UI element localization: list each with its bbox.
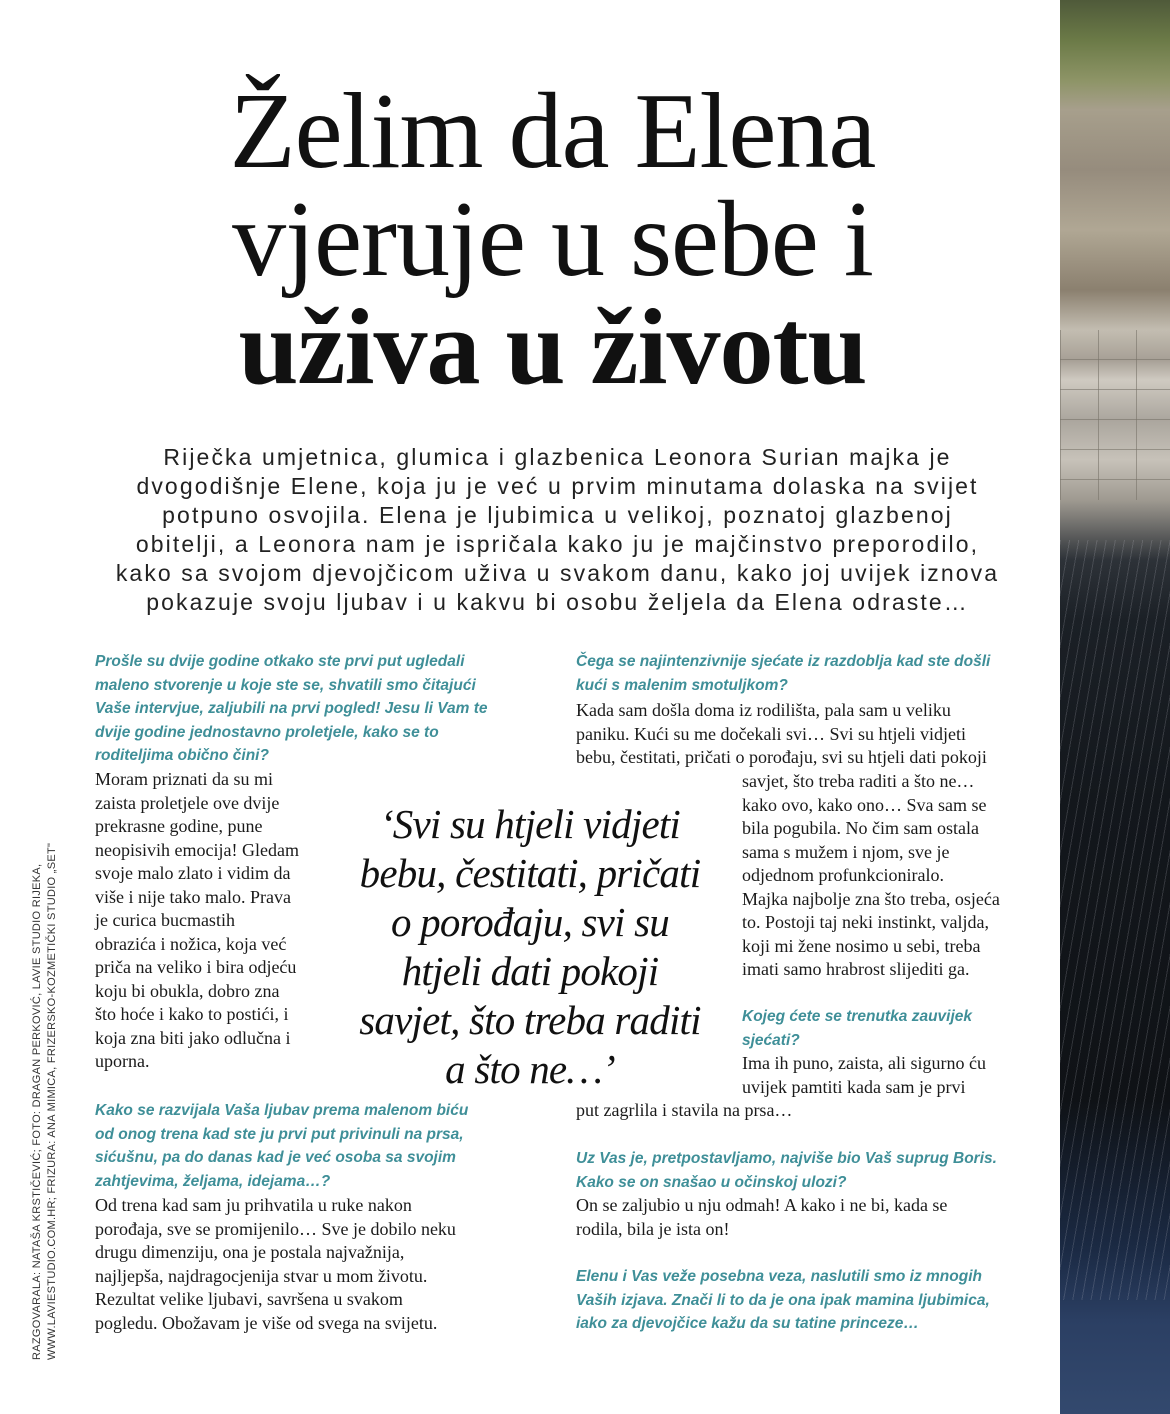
pull-quote-line: a što ne…’	[445, 1046, 615, 1092]
credits-line: WWW.LAVIESTUDIO.COM.HR; FRIZURA: ANA MIMICA, FRIZERSKO-KOZMETIČKI STUDIO „SET"	[46, 842, 58, 1360]
pull-quote-line: savjet, što treba raditi	[359, 997, 701, 1043]
question-line: sićušnu, pa do danas kad je već osoba sa svojim	[95, 1149, 456, 1166]
question-5	[576, 1147, 997, 1194]
answer-line: Od trena kad sam ju prihvatila u ruke nakon	[95, 1195, 412, 1215]
question-3	[576, 650, 990, 697]
answer-3-intro	[576, 699, 987, 770]
headline-line-1: Želim da Elena	[229, 72, 876, 191]
answer-line: priča na veliko i bira odjeću	[95, 957, 297, 977]
striped-shirt	[1060, 540, 1170, 1300]
pull-quote-line: htjeli dati pokoji	[401, 948, 659, 994]
photo-credits	[30, 840, 60, 1360]
answer-line: koju bi obukla, dobro zna	[95, 980, 280, 1001]
question-1	[95, 650, 488, 768]
answer-3-continued	[742, 770, 1000, 982]
answer-line: put zagrlila i stavila na prsa…	[576, 1100, 793, 1120]
question-line: Kojeg ćete se trenutka zauvijek	[742, 1008, 973, 1025]
answer-line: Moram priznati da su mi	[95, 769, 273, 789]
answer-line: bila pogubila. No čim sam ostala	[742, 818, 979, 838]
pull-quote-line: o porođaju, svi su	[391, 899, 669, 945]
question-2	[95, 1099, 468, 1193]
answer-line: svoje malo zlato i vidim da	[95, 863, 291, 883]
answer-2	[95, 1194, 456, 1335]
answer-line: paniku. Kući su me dočekali svi… Svi su htjeli vidjeti	[576, 723, 966, 744]
answer-4-continued	[576, 1099, 792, 1123]
question-line: roditeljima obično čini?	[95, 747, 269, 764]
headline	[0, 72, 1105, 407]
intro-line: Riječka umjetnica, glumica i glazbenica Leonora Surian majka je	[163, 444, 952, 470]
answer-line: odjednom profunkcioniralo.	[742, 865, 944, 885]
answer-line: Kada sam došla doma iz rodilišta, pala sam u veliku	[576, 700, 951, 720]
pull-quote-line: ‘Svi su htjeli vidjeti	[379, 801, 681, 847]
question-line: sjećati?	[742, 1031, 800, 1049]
question-line: kući s malenim smotuljkom?	[576, 676, 788, 694]
intro-line: potpuno osvojila. Elena je ljubimica u velikoj, poznatoj glazbenoj	[162, 502, 953, 528]
answer-line: imati samo hrabrost slijediti ga.	[742, 959, 970, 979]
question-line: Elenu i Vas veže posebna veza, naslutili smo iz mnogih	[576, 1268, 982, 1285]
headline-line-2: vjeruje u sebe i	[232, 180, 873, 299]
question-6	[576, 1265, 990, 1336]
answer-line: Majka najbolje zna što treba, osjeća	[742, 888, 1000, 909]
answer-line: koja zna biti jako odlučna i	[95, 1027, 291, 1048]
answer-line: bebu, čestitati, pričati o porođaju, svi su htjeli dati pokoji	[576, 747, 987, 767]
question-4	[742, 1005, 972, 1052]
question-line: Vaših izjava. Znači li to da je ona ipak mamina ljubimica,	[576, 1291, 990, 1309]
answer-line: najljepša, najdragocjenija stvar u mom životu.	[95, 1265, 428, 1286]
answer-4	[742, 1052, 986, 1099]
question-line: Kako se on snašao u očinskoj ulozi?	[576, 1173, 847, 1191]
answer-line: On se zaljubio u nju odmah! A kako i ne bi, kada se	[576, 1195, 948, 1215]
pull-quote	[325, 800, 735, 1094]
question-line: Prošle su dvije godine otkako ste prvi put ugledali	[95, 653, 465, 670]
answer-line: kako ovo, kako ono… Sva sam se	[742, 794, 987, 815]
intro-line: kako sa svojom djevojčicom uživa u svakom danu, kako joj uvijek iznova	[115, 560, 1000, 586]
answer-line: Ima ih puno, zaista, ali sigurno ću	[742, 1053, 986, 1073]
answer-line: to. Postoji taj neki instinkt, valjda,	[742, 912, 989, 932]
answer-line: pogledu. Obožavam je više od svega na svijetu.	[95, 1312, 438, 1333]
answer-1	[95, 768, 299, 1074]
answer-line: je curica bucmastih	[95, 910, 235, 930]
question-line: dvije godine jednostavno proletjele, kako se to	[95, 723, 439, 741]
answer-line: prekrasne godine, pune	[95, 816, 263, 836]
question-line: maleno stvorenje u koje ste se, shvatili smo čitajući	[95, 676, 476, 694]
answer-line: savjet, što treba raditi a što ne…	[742, 771, 975, 791]
answer-line: obrazića i nožica, koja već	[95, 933, 287, 954]
intro-line: obitelji, a Leonora nam je ispričala kako ju je majčinstvo preporodilo,	[135, 531, 980, 557]
answer-line: Rezultat velike ljubavi, savršena u svakom	[95, 1289, 403, 1309]
question-line: iako za djevojčice kažu da su tatine princeze…	[576, 1315, 919, 1332]
intro-line: pokazuje svoju ljubav i u kakvu bi osobu željela da Elena odraste…	[146, 589, 969, 615]
answer-line: drugu dimenziju, ona je postala najvažnija,	[95, 1242, 405, 1262]
question-line: Čega se najintenzivnije sjećate iz razdoblja kad ste došli	[576, 653, 991, 670]
credits-line: RAZGOVARALA: NATAŠA KRSTIČEVIĆ; FOTO: DRAGAN PERKOVIĆ, LAVIE STUDIO RIJEKA,	[31, 863, 43, 1360]
answer-line: uvijek pamtiti kada sam je prvi	[742, 1076, 966, 1097]
intro-paragraph	[90, 443, 1025, 617]
pull-quote-line: bebu, čestitati, pričati	[359, 850, 701, 896]
intro-line: dvogodišnje Elene, koja ju je već u prvim minutama dolaska na svijet	[136, 473, 979, 499]
answer-line: uporna.	[95, 1051, 150, 1071]
answer-line: rodila, bila je ista on!	[576, 1218, 730, 1239]
answer-5	[576, 1194, 947, 1241]
answer-line: što hoće i kako to postići, i	[95, 1004, 289, 1024]
headline-line-3: uživa u životu	[238, 288, 867, 407]
answer-line: zaista proletjele ove dvije	[95, 792, 280, 813]
answer-line: neopisivih emocija! Gledam	[95, 839, 299, 860]
answer-line: sama s mužem i njom, sve je	[742, 841, 950, 862]
question-line: Uz Vas je, pretpostavljamo, najviše bio Vaš suprug Boris.	[576, 1150, 997, 1167]
answer-line: koji mi žene nosimo u sebi, treba	[742, 935, 981, 956]
question-line: zahtjevima, željama, idejama…?	[95, 1172, 331, 1190]
answer-line: porođaja, sve se promijenilo… Sve je dobilo neku	[95, 1218, 456, 1239]
question-line: od onog trena kad ste ju prvi put privinuli na prsa,	[95, 1125, 464, 1143]
question-line: Vaše intervjue, zaljubili na prvi pogled! Jesu li Vam te	[95, 700, 488, 717]
answer-line: više i nije tako malo. Prava	[95, 886, 291, 907]
question-line: Kako se razvijala Vaša ljubav prema malenom biću	[95, 1102, 469, 1119]
